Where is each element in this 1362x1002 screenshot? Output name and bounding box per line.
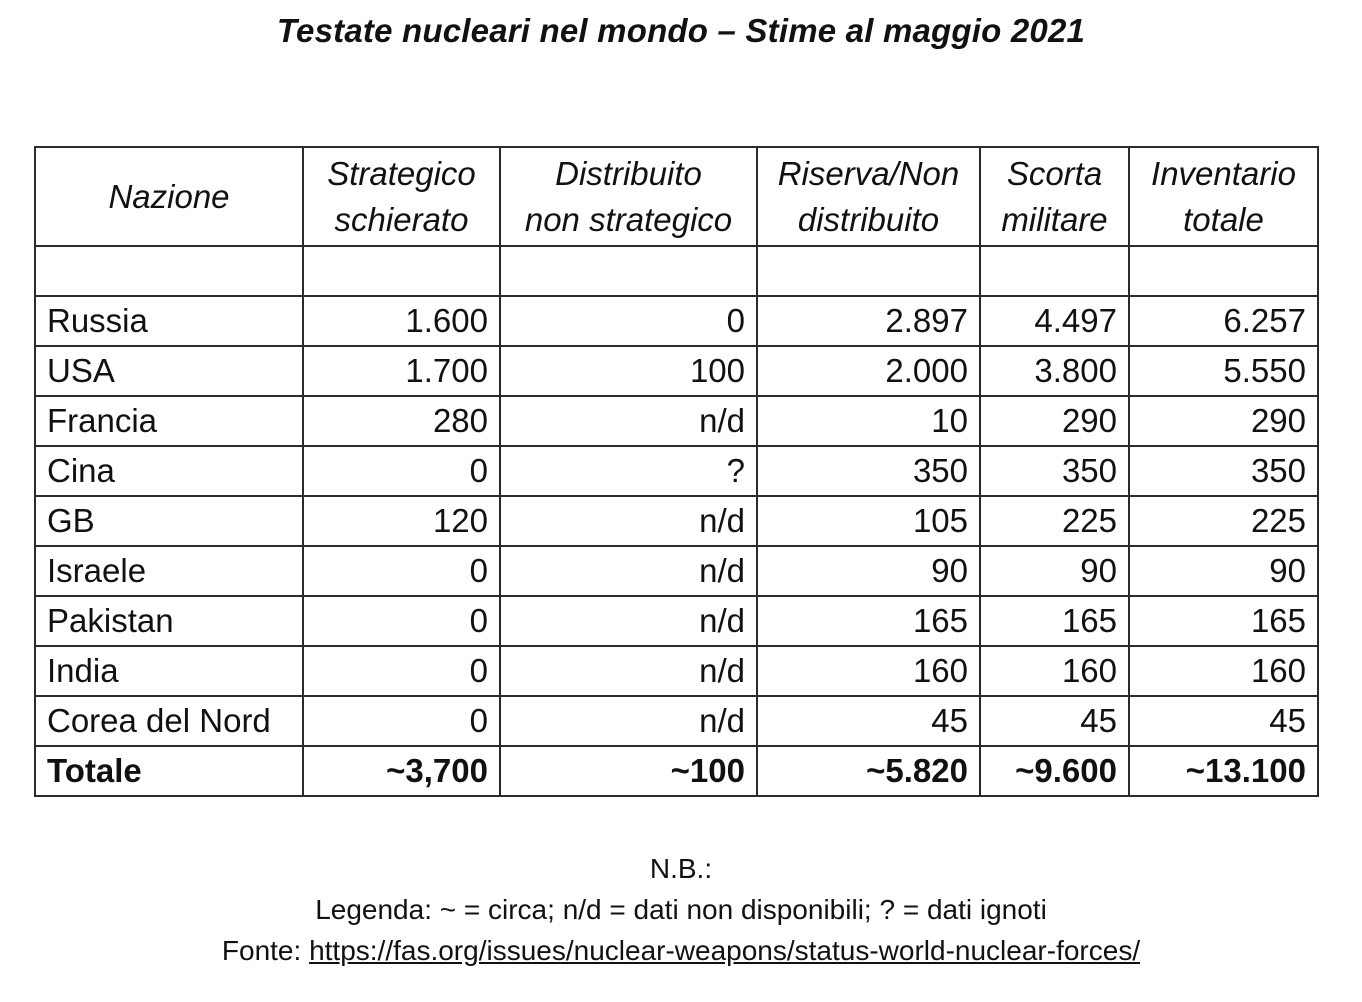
- value-cell: n/d: [500, 596, 757, 646]
- value-cell: ?: [500, 446, 757, 496]
- value-cell: 2.897: [757, 296, 980, 346]
- value-cell: 10: [757, 396, 980, 446]
- value-cell: 160: [1129, 646, 1318, 696]
- source-link[interactable]: https://fas.org/issues/nuclear-weapons/status-world-nuclear-forces/: [309, 935, 1141, 966]
- value-cell: 290: [980, 396, 1129, 446]
- value-cell: 280: [303, 396, 500, 446]
- total-row: [35, 746, 1318, 796]
- header-row: [35, 147, 1318, 246]
- nation-cell: GB: [35, 496, 303, 546]
- header-nation: [35, 147, 303, 246]
- value-cell: 160: [757, 646, 980, 696]
- value-cell: 350: [980, 446, 1129, 496]
- value-cell: 0: [500, 296, 757, 346]
- nation-cell: India: [35, 646, 303, 696]
- value-cell: 120: [303, 496, 500, 546]
- empty-cell: [35, 246, 303, 296]
- value-cell: 225: [1129, 496, 1318, 546]
- header-strategic-deployed: [303, 147, 500, 246]
- value-cell: 90: [1129, 546, 1318, 596]
- nation-cell: Israele: [35, 546, 303, 596]
- table-row: [35, 446, 1318, 496]
- table-row: [35, 546, 1318, 596]
- value-cell: 165: [757, 596, 980, 646]
- page-title: Testate nucleari nel mondo – Stime al maggio 2021: [276, 12, 1086, 49]
- header-line-1: Distribuito: [555, 154, 702, 192]
- value-cell: 6.257: [1129, 296, 1318, 346]
- legend-text: Legenda: ~ = circa; n/d = dati non disponibili; ? = dati ignoti: [315, 894, 1047, 925]
- value-cell: 0: [303, 446, 500, 496]
- value-cell: 350: [1129, 446, 1318, 496]
- value-cell: 0: [303, 646, 500, 696]
- total-value-cell: ~9.600: [980, 746, 1129, 796]
- header-reserve: [757, 147, 980, 246]
- value-cell: 165: [980, 596, 1129, 646]
- total-value-cell: ~3,700: [303, 746, 500, 796]
- empty-cell: [1129, 246, 1318, 296]
- value-cell: 4.497: [980, 296, 1129, 346]
- value-cell: 165: [1129, 596, 1318, 646]
- value-cell: 0: [303, 696, 500, 746]
- source-line: [0, 930, 1362, 971]
- total-label-cell: Totale: [35, 746, 303, 796]
- value-cell: 2.000: [757, 346, 980, 396]
- value-cell: 105: [757, 496, 980, 546]
- header-nonstrategic-deployed: [500, 147, 757, 246]
- table-row: [35, 646, 1318, 696]
- value-cell: n/d: [500, 696, 757, 746]
- header-line-2: distribuito: [797, 200, 940, 238]
- footnotes: [0, 848, 1362, 971]
- table-row: [35, 596, 1318, 646]
- table-row: [35, 396, 1318, 446]
- header-line-1: Inventario: [1151, 154, 1296, 192]
- header-line-1: Scorta: [1006, 154, 1103, 192]
- header-line-2: non strategico: [524, 200, 733, 238]
- value-cell: 160: [980, 646, 1129, 696]
- warheads-table: [34, 146, 1319, 797]
- header-line-2: militare: [1001, 200, 1108, 238]
- empty-cell: [303, 246, 500, 296]
- empty-cell: [980, 246, 1129, 296]
- total-value-cell: ~100: [500, 746, 757, 796]
- empty-cell: [500, 246, 757, 296]
- value-cell: 90: [757, 546, 980, 596]
- value-cell: 5.550: [1129, 346, 1318, 396]
- value-cell: 45: [757, 696, 980, 746]
- value-cell: 45: [1129, 696, 1318, 746]
- nb-label: N.B.:: [649, 853, 713, 884]
- header-line-2: totale: [1183, 200, 1264, 238]
- source-label: Fonte:: [221, 935, 310, 966]
- header-military-stockpile: [980, 147, 1129, 246]
- nation-cell: Cina: [35, 446, 303, 496]
- table-row: [35, 496, 1318, 546]
- value-cell: 1.600: [303, 296, 500, 346]
- value-cell: 100: [500, 346, 757, 396]
- value-cell: 290: [1129, 396, 1318, 446]
- value-cell: 90: [980, 546, 1129, 596]
- total-value-cell: ~5.820: [757, 746, 980, 796]
- nation-cell: Russia: [35, 296, 303, 346]
- nation-cell: Corea del Nord: [35, 696, 303, 746]
- value-cell: 350: [757, 446, 980, 496]
- value-cell: n/d: [500, 646, 757, 696]
- value-cell: 0: [303, 546, 500, 596]
- value-cell: 0: [303, 596, 500, 646]
- value-cell: n/d: [500, 396, 757, 446]
- value-cell: n/d: [500, 546, 757, 596]
- value-cell: 1.700: [303, 346, 500, 396]
- value-cell: 225: [980, 496, 1129, 546]
- header-total-inventory: [1129, 147, 1318, 246]
- value-cell: 3.800: [980, 346, 1129, 396]
- total-value-cell: ~13.100: [1129, 746, 1318, 796]
- table-row: [35, 296, 1318, 346]
- nation-cell: Francia: [35, 396, 303, 446]
- nation-cell: Pakistan: [35, 596, 303, 646]
- header-line-1: Strategico: [327, 154, 476, 192]
- table-row: [35, 346, 1318, 396]
- nation-cell: USA: [35, 346, 303, 396]
- empty-row: [35, 246, 1318, 296]
- empty-cell: [757, 246, 980, 296]
- header-line-2: schierato: [334, 200, 469, 238]
- header-line-1: Riserva/Non: [777, 154, 960, 192]
- value-cell: 45: [980, 696, 1129, 746]
- header-nation-label: Nazione: [108, 177, 230, 215]
- value-cell: n/d: [500, 496, 757, 546]
- table-row: [35, 696, 1318, 746]
